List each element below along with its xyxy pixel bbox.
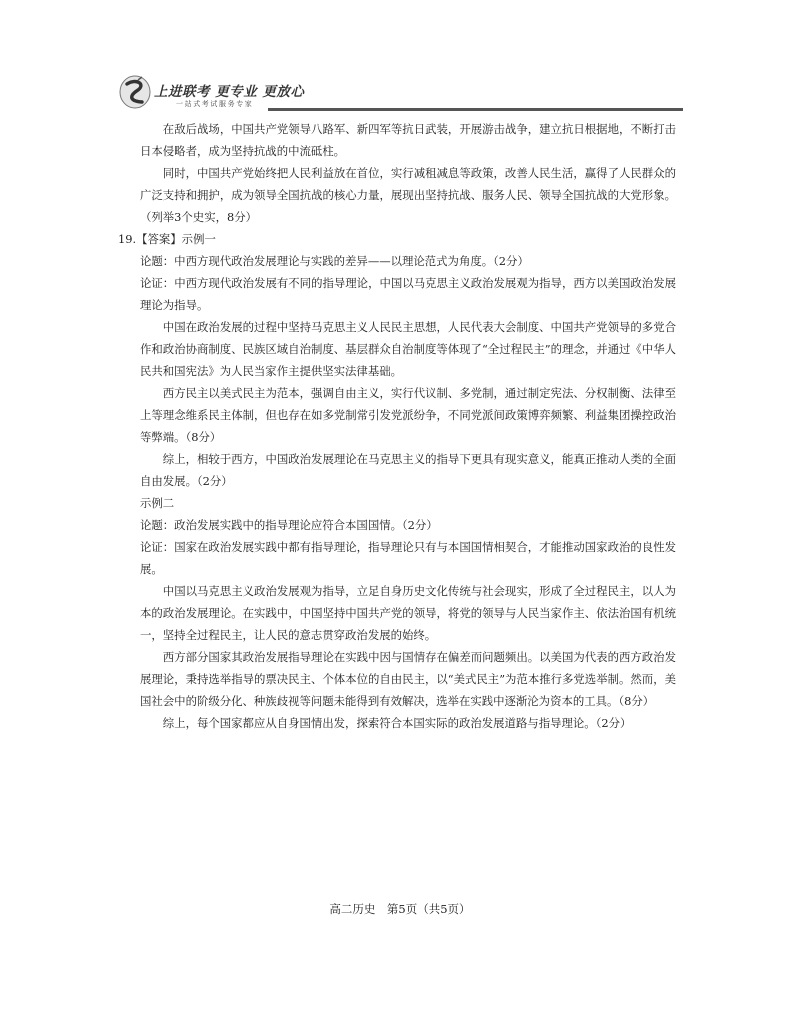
paragraph: 西方部分国家其政治发展指导理论在实践中因与国情存在偏差而问题频出。以美国为代表的西方政治发展理论，秉持选举指导的票决民主、个体本位的自由民主，以“美式民主”为范本推行多党选举制。然而，美国社会中的阶级分化、种族歧视等问题未能得到有效解决，选举在实践中逐渐沦为资本的工具。（8分） (140, 650, 676, 708)
paragraph: 论题：中西方现代政治发展理论与实践的差异——以理论范式为角度。（2分） (140, 254, 529, 268)
question-heading: 19.【答案】示例一 (118, 232, 216, 246)
example-heading: 示例二 (140, 496, 175, 510)
paragraph: 在敌后战场，中国共产党领导八路军、新四军等抗日武装，开展游击战争，建立抗日根据地，不断打击日本侵略者，成为坚持抗战的中流砥柱。 (140, 122, 676, 158)
paragraph: 中国在政治发展的过程中坚持马克思主义人民民主思想，人民代表大会制度、中国共产党领导的多党合作和政治协商制度、民族区域自治制度、基层群众自治制度等体现了“全过程民主”的理念，并通过《中华人民共和国宪法》为人民当家作主提供坚实法律基础。 (140, 320, 676, 378)
header-subtitle: 一站式考试服务专家 (176, 100, 254, 108)
answer-content (118, 118, 676, 734)
paragraph: 论证：国家在政治发展实践中都有指导理论，指导理论只有与本国国情相契合，才能推动国家政治的良性发展。 (140, 540, 676, 576)
paragraph: 综上，每个国家都应从自身国情出发，探索符合本国实际的政治发展道路与指导理论。（2分） (162, 716, 632, 730)
logo-icon (118, 74, 152, 110)
page-footer: 高二历史 第5页（共5页） (329, 902, 471, 916)
page-header (118, 74, 683, 114)
paragraph: 西方民主以美式民主为范本，强调自由主义，实行代议制、多党制，通过制定宪法、分权制衡、法律至上等理念维系民主体制，但也存在如多党制常引发党派纷争，不同党派间政策博弈频繁、利益集团操控政治等弊端。（8分） (140, 386, 676, 444)
paragraph: 论题：政治发展实践中的指导理论应符合本国国情。（2分） (140, 518, 438, 532)
paragraph: 综上，相较于西方，中国政治发展理论在马克思主义的指导下更具有现实意义，能真正推动人类的全面自由发展。（2分） (140, 452, 676, 488)
paragraph: 同时，中国共产党始终把人民利益放在首位，实行减租减息等政策，改善人民生活，赢得了人民群众的广泛支持和拥护，成为领导全国抗战的核心力量，展现出坚持抗战、服务人民、领导全国抗战的大党形象。（列举3个史实，8分） (140, 166, 676, 224)
paragraph: 中国以马克思主义政治发展观为指导，立足自身历史文化传统与社会现实，形成了全过程民主，以人为本的政治发展理论。在实践中，中国坚持中国共产党的领导，将党的领导与人民当家作主、依法治国有机统一，坚持全过程民主，让人民的意志贯穿政治发展的始终。 (140, 584, 676, 642)
header-divider (268, 108, 683, 111)
header-title: 上进联考 更专业 更放心 (154, 84, 305, 100)
paragraph: 论证：中西方现代政治发展有不同的指导理论，中国以马克思主义政治发展观为指导，西方以美国政治发展理论为指导。 (140, 276, 676, 312)
